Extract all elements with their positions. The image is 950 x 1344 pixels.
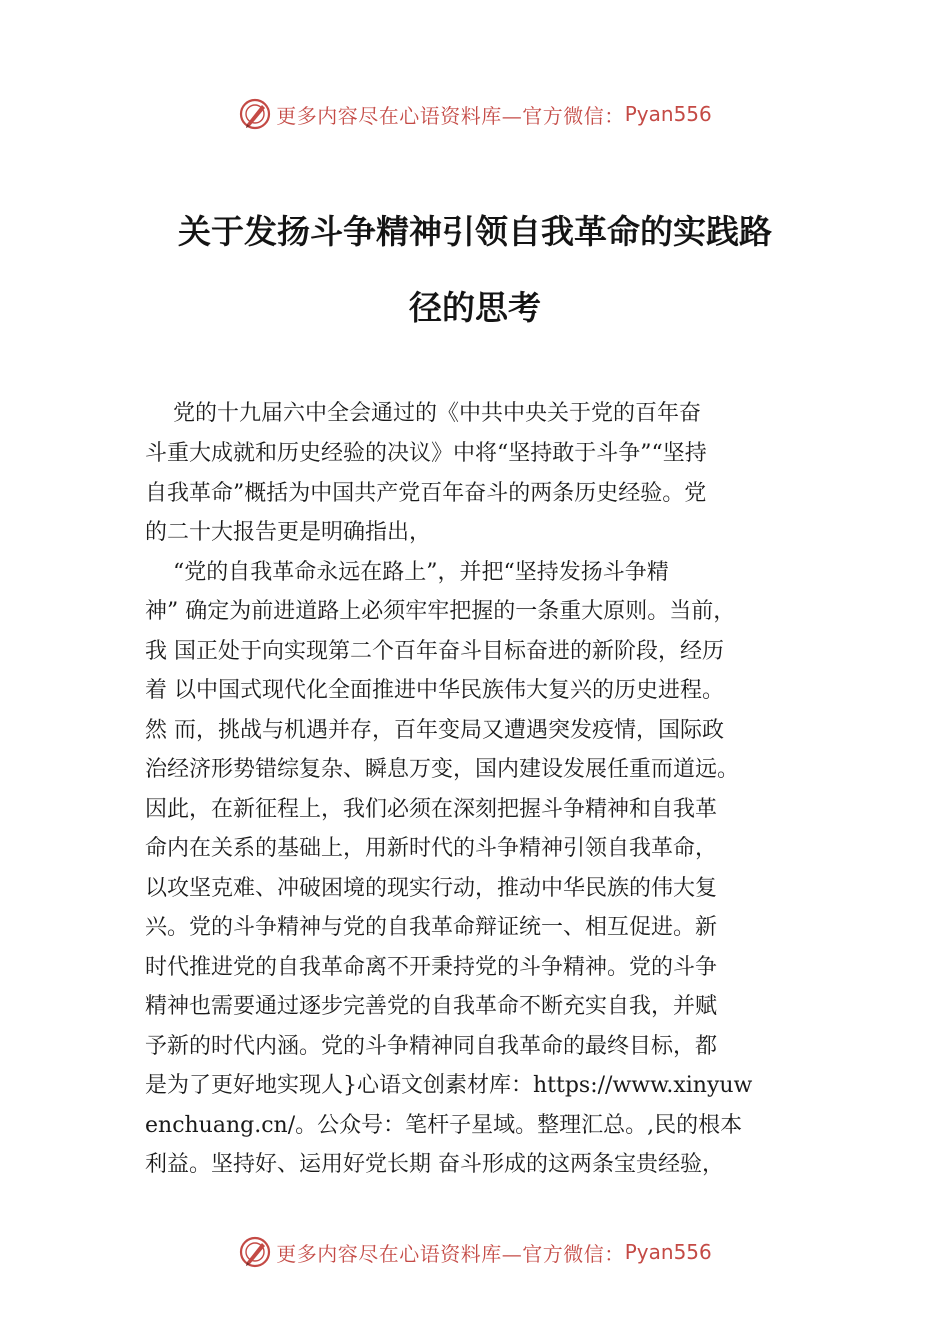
body-line: 然 而，挑战与机遇并存，百年变局又遭遇突发疫情，国际政 — [145, 718, 724, 743]
document-title-line-2: 径的思考 — [409, 288, 541, 327]
body-line: enchuang.cn/。公众号：笔杆子星域。整理汇总。,民的根本 — [145, 1113, 743, 1138]
body-line: 自我革命”概括为中国共产党百年奋斗的两条历史经验。党 — [145, 481, 707, 506]
body-line: 治经济形势错综复杂、瞬息万变，国内建设发展任重而道远。 — [145, 757, 740, 782]
pen-logo-icon — [238, 97, 272, 131]
body-line: 党的十九届六中全会通过的《中共中央关于党的百年奋 — [145, 401, 701, 426]
watermark-text: 更多内容尽在心语资料库—官方微信： — [276, 103, 625, 128]
body-line: 我 国正处于向实现第二个百年奋斗目标奋进的新阶段，经历 — [145, 639, 724, 664]
body-line: 兴。党的斗争精神与党的自我革命辩证统一、相互促进。新 — [145, 915, 718, 940]
body-line: 精神也需要通过逐步完善党的自我革命不断充实自我，并赋 — [145, 994, 718, 1019]
body-line: 的二十大报告更是明确指出， — [145, 520, 432, 545]
document-title-line-1: 关于发扬斗争精神引领自我革命的实践路 — [178, 212, 772, 251]
body-line: 神” 确定为前进道路上必须牢牢把握的一条重大原则。当前， — [145, 599, 736, 624]
watermark-wechat-id: Pyan556 — [624, 1240, 712, 1264]
body-line: “党的自我革命永远在路上”，并把“坚持发扬斗争精 — [145, 560, 669, 585]
watermark-wechat-id: Pyan556 — [624, 102, 712, 126]
body-line: 着 以中国式现代化全面推进中华民族伟大复兴的历史进程。 — [145, 678, 724, 703]
footer-watermark — [0, 1232, 950, 1272]
body-line: 予新的时代内涵。党的斗争精神同自我革命的最终目标，都 — [145, 1034, 718, 1059]
pen-logo-icon — [238, 1235, 272, 1269]
body-line: 利益。坚持好、运用好党长期 奋斗形成的这两条宝贵经验， — [145, 1152, 724, 1177]
body-line: 斗重大成就和历史经验的决议》中将“坚持敢于斗争”“坚持 — [145, 441, 707, 466]
body-line: 是为了更好地实现人}心语文创素材库：https://www.xinyuw — [145, 1073, 753, 1098]
body-line: 以攻坚克难、冲破困境的现实行动，推动中华民族的伟大复 — [145, 876, 718, 901]
body-line: 命内在关系的基础上，用新时代的斗争精神引领自我革命， — [145, 836, 718, 861]
header-watermark — [0, 94, 950, 134]
body-line: 因此，在新征程上，我们必须在深刻把握斗争精神和自我革 — [145, 797, 718, 822]
body-line: 时代推进党的自我革命离不开秉持党的斗争精神。党的斗争 — [145, 955, 718, 980]
watermark-text: 更多内容尽在心语资料库—官方微信： — [276, 1241, 625, 1266]
